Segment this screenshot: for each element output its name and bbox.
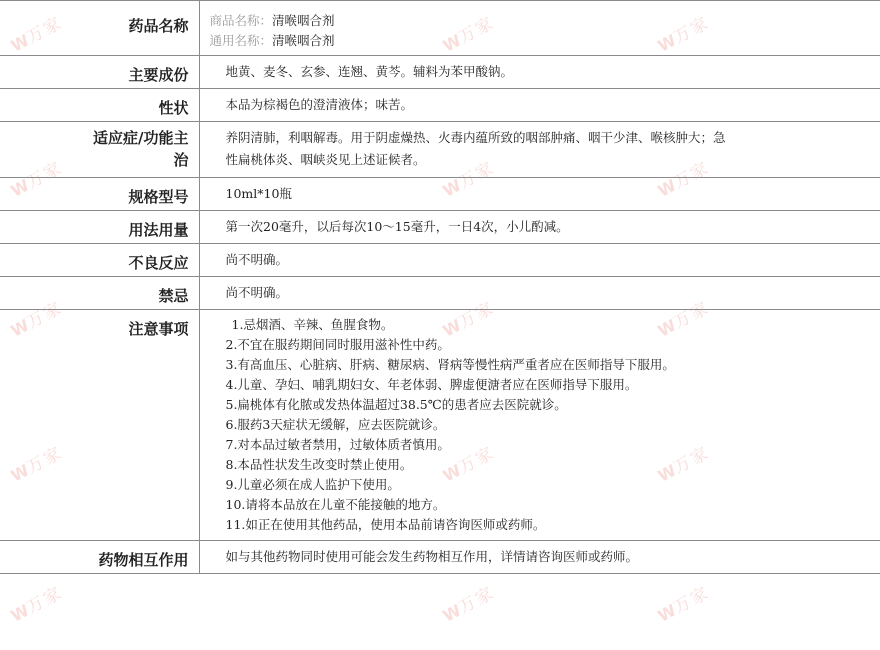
label-precautions: 注意事项: [0, 310, 199, 541]
label-interactions: 药物相互作用: [0, 541, 199, 574]
row-precautions: [0, 310, 880, 541]
watermark: W万家: [7, 12, 67, 56]
label-contraindications: 禁忌: [0, 277, 199, 310]
watermark: W万家: [439, 442, 499, 486]
list-item: 1.忌烟酒、辛辣、鱼腥食物。: [231, 317, 394, 332]
row-interactions: [0, 541, 880, 574]
value-interactions: 如与其他药物同时使用可能会发生药物相互作用，详情请咨询医师或药师。: [199, 541, 880, 574]
row-indications: [0, 122, 880, 178]
list-item: 4.儿童、孕妇、哺乳期妇女、年老体弱、脾虚便溏者应在医师指导下服用。: [225, 377, 638, 392]
label-indications-line2: 治: [173, 151, 189, 169]
value-dosage: 第一次20毫升，以后每次10～15毫升，一日4次，小儿酌减。: [199, 211, 880, 244]
precautions-list: [226, 315, 871, 535]
watermark: W万家: [654, 297, 714, 341]
watermark: W万家: [439, 297, 499, 341]
row-drug-name: [0, 1, 880, 56]
row-appearance: [0, 89, 880, 122]
label-indications: [0, 122, 199, 178]
row-adverse: [0, 244, 880, 277]
row-ingredients: [0, 56, 880, 89]
value-ingredients: 地黄、麦冬、玄参、连翘、黄芩。辅料为苯甲酸钠。: [199, 56, 880, 89]
watermark: W万家: [7, 442, 67, 486]
trade-name-value: 清喉咽合剂: [272, 13, 335, 28]
list-item: 6.服药3天症状无缓解，应去医院就诊。: [225, 417, 446, 432]
watermark: W万家: [439, 157, 499, 201]
value-spec: 10ml*10瓶: [199, 178, 880, 211]
watermark: W万家: [439, 582, 499, 626]
row-spec: [0, 178, 880, 211]
row-dosage: [0, 211, 880, 244]
list-item: 7.对本品过敏者禁用，过敏体质者慎用。: [225, 437, 450, 452]
watermark: W万家: [7, 157, 67, 201]
list-item: 3.有高血压、心脏病、肝病、糖尿病、肾病等慢性病严重者应在医师指导下服用。: [225, 357, 675, 372]
list-item: 10.请将本品放在儿童不能接触的地方。: [225, 497, 446, 512]
indications-line2: 性扁桃体炎、咽峡炎见上述证候者。: [225, 152, 426, 167]
label-spec: 规格型号: [0, 178, 199, 211]
list-item: 8.本品性状发生改变时禁止使用。: [225, 457, 413, 472]
label-ingredients: 主要成份: [0, 56, 199, 89]
value-drug-name: [199, 1, 880, 56]
list-item: 11.如正在使用其他药品，使用本品前请咨询医师或药师。: [225, 517, 546, 532]
label-adverse: 不良反应: [0, 244, 199, 277]
label-appearance: 性状: [0, 89, 199, 122]
watermark: W万家: [654, 157, 714, 201]
watermark: W万家: [7, 297, 67, 341]
label-drug-name: 药品名称: [0, 1, 199, 56]
watermark: W万家: [7, 582, 67, 626]
value-contraindications: 尚不明确。: [199, 277, 880, 310]
label-dosage: 用法用量: [0, 211, 199, 244]
value-adverse: 尚不明确。: [199, 244, 880, 277]
watermark: W万家: [439, 12, 499, 56]
watermark: W万家: [654, 442, 714, 486]
label-indications-line1: 适应症/功能主: [93, 129, 189, 147]
row-contraindications: [0, 277, 880, 310]
watermark: W万家: [654, 582, 714, 626]
watermark: W万家: [654, 12, 714, 56]
value-indications: [199, 122, 880, 178]
generic-name-value: 清喉咽合剂: [272, 33, 335, 48]
list-item: 9.儿童必须在成人监护下使用。: [225, 477, 400, 492]
value-precautions: [199, 310, 880, 541]
value-appearance: 本品为棕褐色的澄清液体；味苦。: [199, 89, 880, 122]
indications-line1: 养阴清肺，利咽解毒。用于阴虚燥热、火毒内蕴所致的咽部肿痛、咽干少津、喉核肿大；急: [225, 130, 726, 145]
list-item: 2.不宜在服药期间同时服用滋补性中药。: [225, 337, 450, 352]
list-item: 5.扁桃体有化脓或发热体温超过38.5℃的患者应去医院就诊。: [225, 397, 567, 412]
generic-name-prefix: 通用名称：: [209, 33, 273, 48]
trade-name-prefix: 商品名称：: [209, 13, 273, 28]
